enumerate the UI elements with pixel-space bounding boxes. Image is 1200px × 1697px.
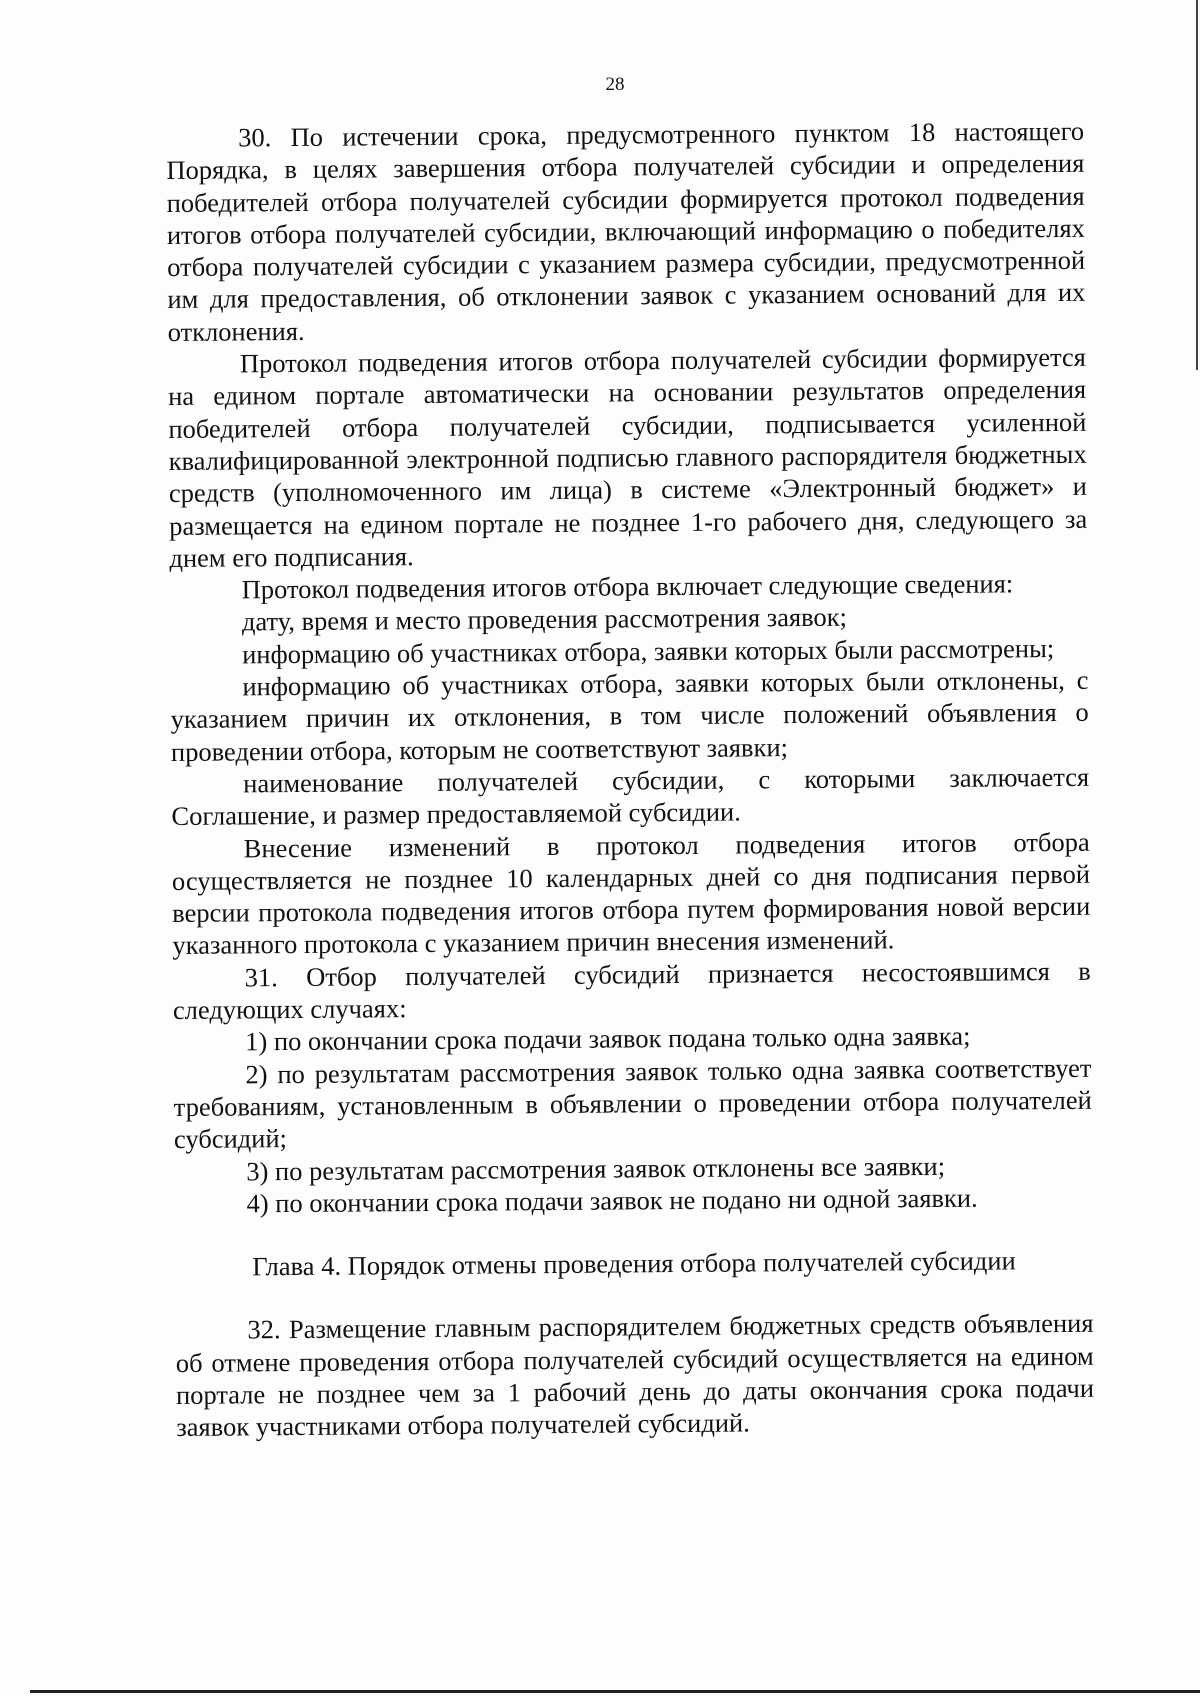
list-item: информацию об участниках отбора, заявки которых были отклонены, с указанием причин их отклонения, в том числе положений объявления о проведении отбора, которым не соответствуют заявки;: [170, 664, 1089, 767]
chapter-heading: Глава 4. Порядок отмены проведения отбора получателей субсидии: [252, 1245, 1016, 1282]
paragraph-32: 32. Размещение главным распорядителем бюджетных средств объявления об отмене проведения отбора получателей субсидий осуществляется на едином портале не позднее чем за 1 рабочий день до даты окончания срока подачи заявок участниками отбора получателей субсидий.: [175, 1308, 1095, 1443]
page-number: 28: [605, 74, 625, 95]
list-item: 4) по окончании срока подачи заявок не подано ни одной заявки.: [246, 1182, 978, 1219]
list-item: наименование получателей субсидии, с которыми заключается Соглашение, и размер предоставляемой субсидии.: [171, 761, 1090, 832]
paragraph-protocol-forming: Протокол подведения итогов отбора получателей субсидии формируется на едином портале автоматически на основании результатов определения победителей отбора получателей субсидии, подписывается усиленной квалифицированной электронной подписью главного распорядителя бюджетных средств (уполномоченного им лица) в системе «Электронный бюджет» и размещается на едином портале не позднее 1-го рабочего дня, следующего за днем его подписания.: [168, 341, 1088, 573]
list-item: дату, время и место проведения рассмотрения заявок;: [241, 602, 848, 637]
paragraph-protocol-changes: Внесение изменений в протокол подведения итогов отбора осуществляется не позднее 10 календарных дней со дня подписания первой версии протокола подведения итогов отбора путем формирования новой версии указанного протокола с указанием причин внесения изменений.: [171, 826, 1091, 961]
paragraph-31: 31. Отбор получателей субсидий признается несостоявшимся в следующих случаях:: [172, 955, 1091, 1025]
list-item: 3) по результатам рассмотрения заявок отклонены все заявки;: [246, 1150, 946, 1186]
paragraph-protocol-contents: Протокол подведения итогов отбора включает следующие сведения:: [241, 568, 1014, 605]
scan-edge-bottom: [30, 1690, 1200, 1693]
list-item: 1) по окончании срока подачи заявок подана только одна заявка;: [245, 1021, 971, 1057]
list-item: информацию об участниках отбора, заявки которых были рассмотрены;: [242, 632, 1055, 670]
document-body: [166, 115, 1094, 1444]
paragraph-30: 30. По истечении срока, предусмотренного пунктом 18 настоящего Порядка, в целях завершения отбора получателей субсидии и определения победителей отбора получателей субсидии формируется протокол подведения итогов отбора получателей субсидии, включающий информацию о победителях отбора получателей субсидии с указанием размера субсидии, предусмотренной им для предоставления, об отклонении заявок с указанием оснований для их отклонения.: [166, 115, 1086, 347]
list-item: 2) по результатам рассмотрения заявок только одна заявка соответствует требованиям, установленным в объявлении о проведении отбора получателей субсидий;: [173, 1052, 1092, 1155]
scan-edge-right: [1196, 0, 1198, 370]
